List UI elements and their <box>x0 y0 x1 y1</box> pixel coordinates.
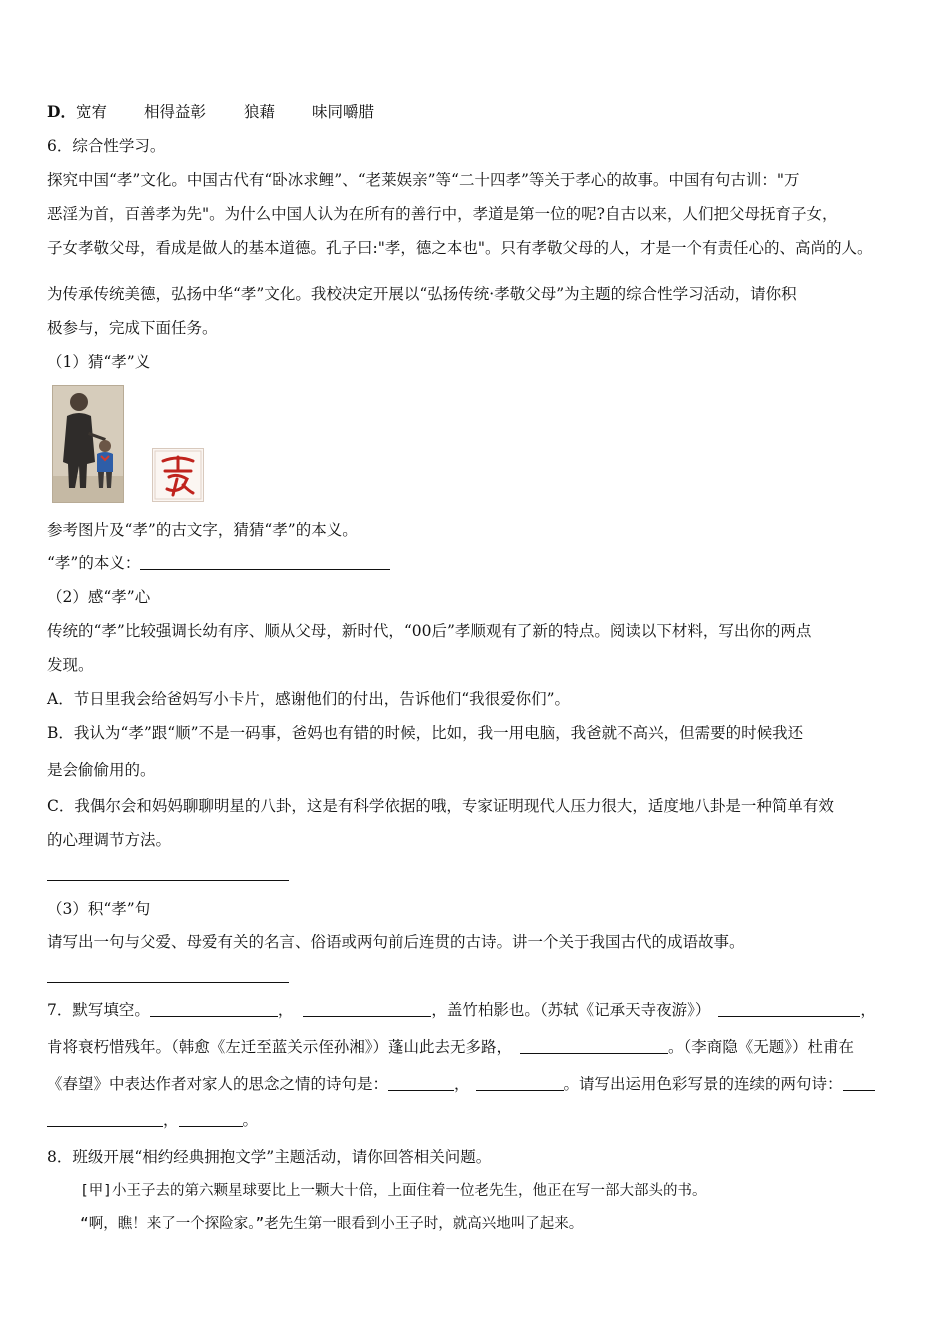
q7-blank-2[interactable] <box>303 1002 431 1017</box>
q6-part2-intro-line-2: 发现。 <box>47 656 94 674</box>
q6-part2-intro-line-1: 传统的“孝”比较强调长幼有序、顺从父母，新时代，“00后”孝顺观有了新的特点。阅读以下材料，写出你的两点 <box>47 622 812 640</box>
q7-line-3-a: 《春望》中表达作者对家人的思念之情的诗句是： <box>47 1075 389 1093</box>
q6-intro-line-1: 探究中国“孝”文化。中国古代有“卧冰求鲤”、“老莱娱亲”等“二十四孝”等关于孝心的故事。中国有句古训："万 <box>47 171 800 189</box>
q7-line-1-d: ， <box>860 1001 876 1019</box>
q6-intro-line-3: 子女孝敬父母，看成是做人的基本道德。孔子曰:"孝，德之本也"。只有孝敬父母的人，才是一个有责任心的、高尚的人。 <box>47 239 873 257</box>
seal-character-icon <box>153 449 203 501</box>
q7-blank-7[interactable] <box>843 1076 875 1091</box>
q7-line-3-b: ， <box>454 1075 470 1093</box>
q7-blank-8[interactable] <box>47 1112 163 1127</box>
q8-header: 8．班级开展“相约经典拥抱文学”主题活动，请你回答相关问题。 <box>47 1148 492 1166</box>
q6-part2-item-a: A．节日里我会给爸妈写小卡片，感谢他们的付出，告诉他们“我很爱你们”。 <box>47 690 571 708</box>
q6-part1-title: （1）猜“孝”义 <box>47 353 151 371</box>
q6-part1-prompt: 参考图片及“孝”的古文字，猜猜“孝”的本义。 <box>47 521 358 539</box>
option-d-word-3: 狼藉 <box>243 103 275 121</box>
q7-line-3 <box>47 1074 917 1094</box>
q7-line-2-b: 。（李商隐《无题》）杜甫在 <box>668 1038 855 1056</box>
q6-header: 6．综合性学习。 <box>47 137 166 155</box>
q7-line-4 <box>47 1110 917 1130</box>
q6-part2-answer-blank[interactable] <box>47 880 289 881</box>
q7-line-1-b: ， <box>277 1001 294 1019</box>
q7-blank-1[interactable] <box>150 1002 278 1017</box>
q7-line-1-c: ，盖竹柏影也。（苏轼《记承天寺夜游》） <box>431 1001 711 1019</box>
q6-intro-line-4: 为传承传统美德，弘扬中华“孝”文化。我校决定开展以“弘扬传统·孝敬父母”为主题的综合性学习活动，请你积 <box>47 285 797 303</box>
option-d-word-2: 相得益彰 <box>143 103 206 121</box>
q7-line-4-b: 。 <box>242 1111 259 1129</box>
q7-blank-5[interactable] <box>388 1076 454 1091</box>
option-d-word-4: 味同嚼腊 <box>311 103 374 121</box>
q7-blank-4[interactable] <box>520 1039 668 1054</box>
q7-blank-9[interactable] <box>179 1112 243 1127</box>
option-d-label: D． <box>47 102 76 121</box>
q6-part2-item-c-line-1: C．我偶尔会和妈妈聊聊明星的八卦，这是有科学依据的哦，专家证明现代人压力很大，适度地八卦是一种简单有效 <box>47 797 834 815</box>
seal-script-xiao <box>152 448 204 502</box>
q6-part2-item-b-line-2: 是会偷偷用的。 <box>47 761 156 779</box>
q7-blank-6[interactable] <box>476 1076 564 1091</box>
q6-part1-answer-blank[interactable] <box>140 555 390 570</box>
q7-line-1-a: 7．默写填空。 <box>47 1001 150 1019</box>
q7-line-2 <box>47 1037 917 1057</box>
q6-part2-item-b-line-1: B．我认为“孝”跟“顺”不是一码事，爸妈也有错的时候，比如，我一用电脑，我爸就不高兴，但需要的时候我还 <box>47 724 804 742</box>
q6-intro-line-2: 恶淫为首，百善孝为先"。为什么中国人认为在所有的善行中，孝道是第一位的呢?自古以来，人们把父母抚育子女， <box>47 205 838 223</box>
q8-story-line-1: [甲]小王子去的第六颗星球要比上一颗大十倍，上面住着一位老先生，他正在写一部大部头的书。 <box>80 1183 707 1199</box>
option-d-line <box>47 102 917 122</box>
q6-part2-item-c-line-2: 的心理调节方法。 <box>47 831 172 849</box>
q6-part3-answer-blank[interactable] <box>47 982 289 983</box>
option-d-word-1: 宽宥 <box>75 103 107 121</box>
q8-story-line-2: “啊，瞧！来了一个探险家。”老先生第一眼看到小王子时，就高兴地叫了起来。 <box>80 1216 584 1232</box>
q7-line-4-a: ， <box>163 1111 179 1129</box>
q7-line-2-a: 肯将衰朽惜残年。（韩愈《左迁至蓝关示侄孙湘》）蓬山此去无多路， <box>47 1038 513 1056</box>
q6-part3-title: （3）积“孝”句 <box>47 900 151 918</box>
q6-part3-prompt: 请写出一句与父爱、母爱有关的名言、俗语或两句前后连贯的古诗。讲一个关于我国古代的成语故事。 <box>47 933 745 951</box>
q7-line-1 <box>47 1000 917 1020</box>
photo-illustration-icon <box>53 386 123 502</box>
q6-part1-answer-label: “孝”的本义： <box>47 554 141 572</box>
q7-blank-3[interactable] <box>718 1002 860 1017</box>
q6-intro-line-5: 极参与，完成下面任务。 <box>47 319 218 337</box>
q6-part2-title: （2）感“孝”心 <box>47 588 151 606</box>
q6-part1-answer-line <box>47 553 917 573</box>
q7-line-3-c: 。请写出运用色彩写景的连续的两句诗： <box>563 1075 843 1093</box>
grandfather-child-photo <box>52 385 124 503</box>
